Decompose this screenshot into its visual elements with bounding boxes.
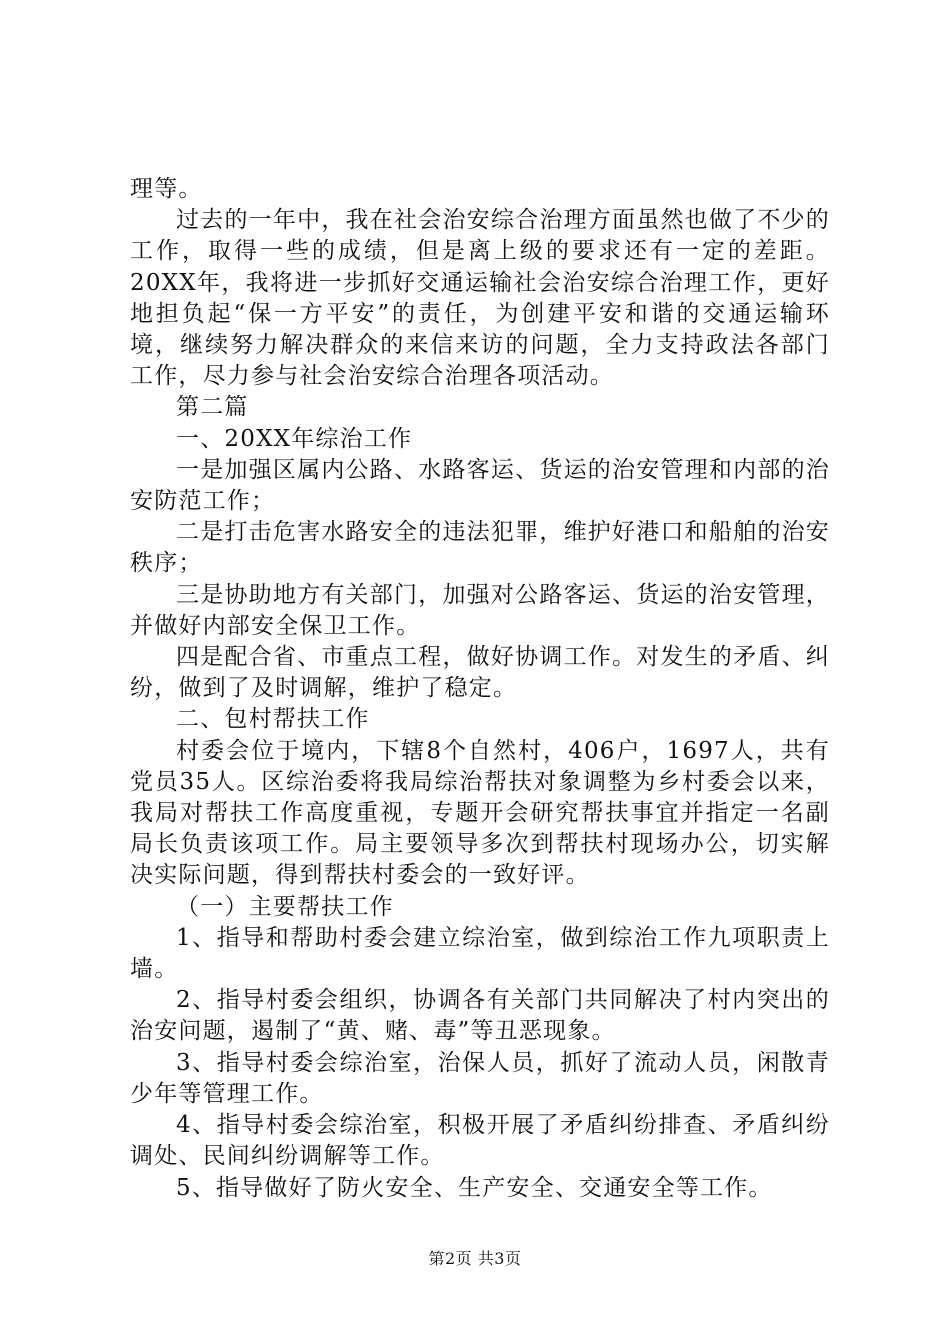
paragraph: 4、指导村委会综治室，积极开展了矛盾纠纷排查、矛盾纠纷调处、民间纠纷调解等工作。 [130, 1112, 830, 1170]
paragraph: 5、指导做好了防火安全、生产安全、交通安全等工作。 [176, 1174, 773, 1201]
paragraph: 过去的一年中，我在社会治安综合治理方面虽然也做了不少的工作，取得一些的成绩，但是离上级的要求还有一定的差距。20XX年，我将进一步抓好交通运输社会治安综合治理工作，更好地担负起“保一方平安”的责任，为创建平安和谐的交通运输环境，继续努力解决群众的来信来访的问题，全力支持政法各部门工作，尽力参与社会治安综合治理各项活动。 [130, 207, 830, 390]
paragraph: 2、指导村委会组织，协调各有关部门共同解决了村内突出的治安问题，遏制了“黄、赌、毒”等丑恶现象。 [130, 987, 830, 1045]
document-body [130, 174, 830, 1204]
paragraph: 3、指导村委会综治室，治保人员，抓好了流动人员，闲散青少年等管理工作。 [130, 1049, 830, 1107]
paragraph: 1、指导和帮助村委会建立综治室，做到综治工作九项职责上墙。 [130, 924, 830, 983]
page-footer: 第2页 共3页 [428, 1249, 522, 1268]
paragraph: 理等。 [130, 176, 203, 202]
paragraph: （一）主要帮扶工作 [176, 893, 394, 920]
paragraph: 二是打击危害水路安全的违法犯罪，维护好港口和船舶的治安秩序； [130, 519, 830, 577]
paragraph: 三是协助地方有关部门，加强对公路客运、货运的治安管理，并做好内部安全保卫工作。 [130, 581, 830, 639]
paragraph: 二、包村帮扶工作 [176, 706, 370, 733]
paragraph: 四是配合省、市重点工程，做好协调工作。对发生的矛盾、纠纷，做到了及时调解，维护了稳定。 [130, 644, 830, 702]
paragraph: 一是加强区属内公路、水路客运、货运的治安管理和内部的治安防范工作； [130, 456, 830, 515]
paragraph: 一、20XX年综治工作 [176, 425, 413, 452]
paragraph: 第二篇 [176, 394, 249, 421]
paragraph: 村委会位于境内，下辖8个自然村，406户，1697人，共有党员35人。区综治委将我局综治帮扶对象调整为乡村委会以来，我局对帮扶工作高度重视，专题开会研究帮扶事宜并指定一名副局长负责该项工作。局主要领导多次到帮扶村现场办公，切实解决实际问题，得到帮扶村委会的一致好评。 [130, 737, 830, 889]
